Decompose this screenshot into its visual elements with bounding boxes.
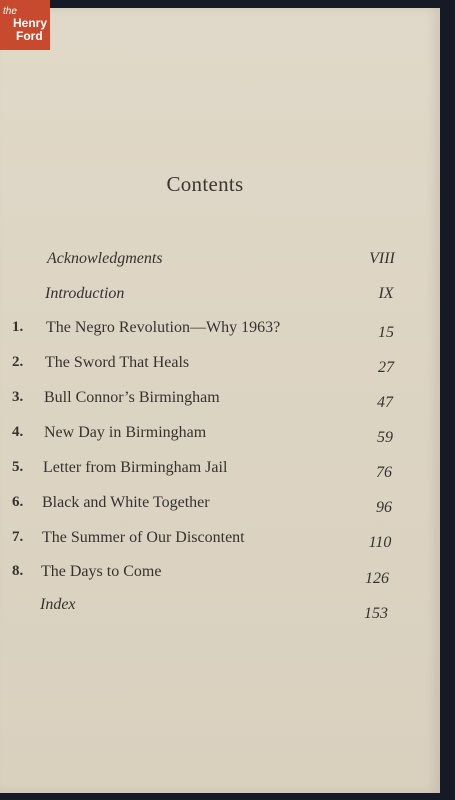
- toc-entry-chapter-3: [0, 389, 440, 413]
- toc-entry-number: 8.: [12, 563, 24, 579]
- toc-entry-number: 3.: [12, 389, 24, 405]
- contents-heading: Contents: [166, 172, 244, 196]
- toc-entry-index: [0, 596, 440, 620]
- toc-entry-page: 59: [377, 429, 393, 446]
- toc-entry-page: VIII: [369, 250, 395, 267]
- toc-entry-title: Black and White Together: [42, 494, 210, 511]
- toc-entry-chapter-8: [0, 563, 440, 587]
- toc-entry-number: 5.: [12, 459, 24, 475]
- toc-entry-title: New Day in Birmingham: [44, 424, 207, 441]
- toc-entry-title: Bull Connor’s Birmingham: [44, 389, 220, 406]
- toc-entry-title: The Sword That Heals: [45, 354, 190, 371]
- toc-entry-introduction: [0, 285, 440, 309]
- logo-text-henry: Henry: [13, 16, 48, 30]
- toc-entry-chapter-2: [0, 354, 440, 378]
- toc-entry-chapter-6: [0, 494, 440, 518]
- toc-entry-page: 126: [365, 570, 389, 587]
- toc-entry-page: 110: [368, 534, 392, 551]
- toc-entry-page: 15: [378, 324, 394, 341]
- henry-ford-logo: [0, 0, 50, 50]
- toc-entry-acknowledgments: [0, 250, 440, 274]
- toc-entry-number: 7.: [12, 529, 24, 545]
- toc-entry-chapter-4: [0, 424, 440, 448]
- toc-entry-page: 47: [377, 394, 393, 411]
- toc-entry-title: Acknowledgments: [47, 250, 163, 267]
- logo-text-the: the: [3, 6, 17, 17]
- toc-entry-page: IX: [378, 285, 394, 302]
- toc-entry-chapter-5: [0, 459, 440, 483]
- toc-entry-number: 6.: [12, 494, 24, 510]
- toc-entry-title: The Negro Revolution—Why 1963?: [46, 319, 281, 336]
- toc-entry-page: 153: [364, 605, 388, 622]
- toc-entry-chapter-1: [0, 319, 440, 343]
- toc-entry-number: 2.: [12, 354, 24, 370]
- toc-entry-title: Letter from Birmingham Jail: [43, 459, 228, 476]
- toc-entry-page: 27: [378, 359, 394, 376]
- logo-text-ford: Ford: [16, 29, 43, 43]
- toc-entry-page: 76: [376, 464, 392, 481]
- toc-entry-page: 96: [376, 499, 392, 516]
- toc-entry-chapter-7: [0, 529, 440, 553]
- toc-entry-title: Introduction: [45, 285, 125, 302]
- toc-entry-number: 1.: [12, 319, 24, 335]
- toc-entry-title: The Summer of Our Discontent: [42, 529, 245, 546]
- toc-entry-title: The Days to Come: [41, 563, 162, 580]
- toc-entry-number: 4.: [12, 424, 24, 440]
- toc-entry-title: Index: [40, 596, 76, 613]
